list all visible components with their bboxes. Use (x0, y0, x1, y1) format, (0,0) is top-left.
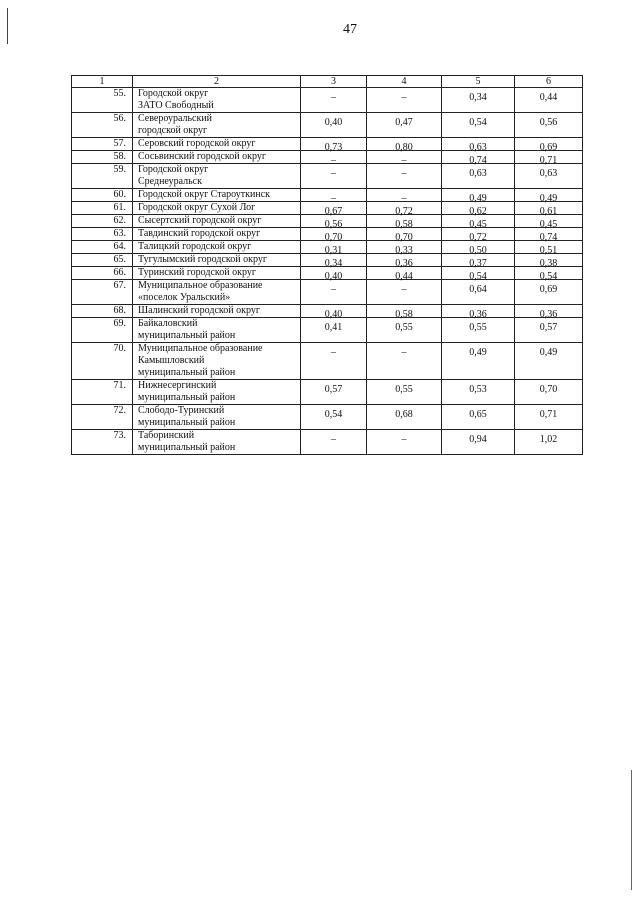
row-number: 70. (72, 343, 133, 380)
value-col6 (515, 405, 583, 430)
value-col4 (367, 113, 442, 138)
value-col5-text: 0,63 (469, 168, 487, 179)
value-col3 (301, 138, 367, 151)
table-row (72, 380, 583, 405)
value-col6-text: 0,56 (539, 117, 558, 128)
value-col5 (442, 113, 515, 138)
value-col3-text: 0,31 (324, 245, 343, 256)
row-number: 73. (72, 430, 133, 455)
value-col6-text: 0,44 (539, 92, 558, 103)
value-col5 (442, 405, 515, 430)
value-col3 (301, 380, 367, 405)
value-col4-text: – (401, 168, 407, 179)
value-col4-text: 0,44 (395, 271, 413, 282)
margin-mark-right (631, 770, 632, 890)
value-col6-text: 0,63 (539, 168, 558, 179)
value-col4 (367, 430, 442, 455)
value-col4-text: 0,72 (395, 206, 413, 217)
value-col3-text: – (331, 284, 336, 295)
value-col3-text: 0,54 (324, 409, 343, 420)
municipality-name: Слободо-Туринский муниципальный район (133, 405, 301, 430)
value-col4-text: 0,70 (395, 232, 413, 243)
row-number: 64. (72, 241, 133, 254)
value-col3 (301, 343, 367, 380)
municipality-name: Серовский городской округ (133, 138, 301, 151)
value-col4-text: – (401, 92, 407, 103)
municipality-name: Городской округ Староуткинск (133, 189, 301, 202)
value-col6-text: 0,36 (539, 309, 558, 320)
value-col4-text: – (401, 347, 407, 358)
municipality-name: Городской округ Сухой Лог (133, 202, 301, 215)
value-col3-text: – (331, 155, 336, 166)
value-col5-text: 0,65 (469, 409, 487, 420)
value-col5-text: 0,45 (469, 219, 487, 230)
value-col4 (367, 405, 442, 430)
value-col4-text: 0,80 (395, 142, 413, 153)
value-col6-text: 0,57 (539, 322, 558, 333)
value-col4 (367, 164, 442, 189)
value-col3 (301, 305, 367, 318)
value-col6-text: 0,54 (539, 271, 558, 282)
municipality-name: Нижнесергинский муниципальный район (133, 380, 301, 405)
value-col5-text: 0,54 (469, 117, 487, 128)
value-col3 (301, 113, 367, 138)
municipality-name: Байкаловский муниципальный район (133, 318, 301, 343)
value-col6-text: 0,71 (539, 409, 558, 420)
table-body (72, 88, 583, 455)
value-col3-text: – (331, 193, 336, 204)
value-col3 (301, 164, 367, 189)
municipality-name: Туринский городской округ (133, 267, 301, 280)
value-col6-text: 0,69 (539, 142, 558, 153)
row-number: 72. (72, 405, 133, 430)
value-col3 (301, 430, 367, 455)
value-col6-text: 0,49 (539, 193, 558, 204)
row-number: 71. (72, 380, 133, 405)
table-row (72, 318, 583, 343)
value-col6 (515, 430, 583, 455)
value-col3-text: 0,70 (324, 232, 343, 243)
municipality-name: Сысертский городской округ (133, 215, 301, 228)
value-col4-text: 0,36 (395, 258, 413, 269)
value-col5 (442, 280, 515, 305)
value-col4-text: – (401, 434, 407, 445)
value-col6 (515, 305, 583, 318)
value-col6-text: 0,51 (539, 245, 558, 256)
col-header-4: 4 (367, 76, 442, 88)
value-col5 (442, 343, 515, 380)
value-col5-text: 0,34 (469, 92, 487, 103)
value-col6-text: 0,61 (539, 206, 558, 217)
row-number: 59. (72, 164, 133, 189)
row-number: 69. (72, 318, 133, 343)
municipality-name: Талицкий городской округ (133, 241, 301, 254)
col-header-3: 3 (301, 76, 367, 88)
value-col4-text: – (401, 284, 407, 295)
value-col6-text: 0,71 (539, 155, 558, 166)
value-col3 (301, 318, 367, 343)
value-col3 (301, 280, 367, 305)
value-col5-text: 0,94 (469, 434, 487, 445)
value-col6-text: 0,45 (539, 219, 558, 230)
table-row (72, 305, 583, 318)
value-col3-text: – (331, 347, 336, 358)
row-number: 56. (72, 113, 133, 138)
municipality-name: Сосьвинский городской округ (133, 151, 301, 164)
value-col4 (367, 189, 442, 202)
row-number: 55. (72, 88, 133, 113)
table-row (72, 138, 583, 151)
value-col3-text: – (331, 168, 336, 179)
value-col4-text: 0,55 (395, 322, 413, 333)
value-col5 (442, 189, 515, 202)
value-col4-text: – (401, 155, 407, 166)
value-col6-text: 0,49 (539, 347, 558, 358)
row-number: 61. (72, 202, 133, 215)
value-col5-text: 0,54 (469, 271, 487, 282)
municipality-name: Шалинский городской округ (133, 305, 301, 318)
value-col3 (301, 405, 367, 430)
value-col3-text: – (331, 92, 336, 103)
table-row (72, 202, 583, 215)
table-row (72, 343, 583, 380)
value-col6 (515, 280, 583, 305)
value-col4-text: 0,58 (395, 309, 413, 320)
value-col6-text: 1,02 (539, 434, 558, 445)
municipality-name: Городской округ ЗАТО Свободный (133, 88, 301, 113)
value-col5-text: 0,64 (469, 284, 487, 295)
value-col3-text: 0,34 (324, 258, 343, 269)
municipality-name: Городской округ Среднеуральск (133, 164, 301, 189)
row-number: 63. (72, 228, 133, 241)
col-header-5: 5 (442, 76, 515, 88)
value-col4 (367, 88, 442, 113)
col-header-2: 2 (133, 76, 301, 88)
value-col4-text: 0,47 (395, 117, 413, 128)
value-col5 (442, 430, 515, 455)
municipality-name: Североуральский городской округ (133, 113, 301, 138)
municipality-name: Таборинский муниципальный район (133, 430, 301, 455)
value-col6 (515, 189, 583, 202)
value-col4 (367, 305, 442, 318)
col-header-1: 1 (72, 76, 133, 88)
value-col3-text: 0,57 (324, 384, 343, 395)
value-col3-text: 0,56 (324, 219, 343, 230)
value-col4-text: 0,55 (395, 384, 413, 395)
value-col4 (367, 280, 442, 305)
row-number: 58. (72, 151, 133, 164)
value-col6 (515, 88, 583, 113)
value-col4-text: 0,33 (395, 245, 413, 256)
value-col3-text: 0,67 (324, 206, 343, 217)
value-col4-text: – (401, 193, 407, 204)
value-col5 (442, 318, 515, 343)
table-row (72, 113, 583, 138)
table-row (72, 189, 583, 202)
row-number: 68. (72, 305, 133, 318)
row-number: 66. (72, 267, 133, 280)
value-col5-text: 0,74 (469, 155, 487, 166)
row-number: 65. (72, 254, 133, 267)
value-col6 (515, 318, 583, 343)
value-col5-text: 0,62 (469, 206, 487, 217)
value-col3-text: 0,40 (324, 271, 343, 282)
value-col5-text: 0,49 (469, 193, 487, 204)
value-col6-text: 0,69 (539, 284, 558, 295)
value-col5 (442, 88, 515, 113)
value-col4-text: 0,68 (395, 409, 413, 420)
table-row (72, 164, 583, 189)
value-col4-text: 0,58 (395, 219, 413, 230)
row-number: 67. (72, 280, 133, 305)
value-col4 (367, 343, 442, 380)
value-col6 (515, 380, 583, 405)
value-col5 (442, 305, 515, 318)
value-col3 (301, 189, 367, 202)
value-col5 (442, 164, 515, 189)
col-header-6: 6 (515, 76, 583, 88)
value-col5-text: 0,72 (469, 232, 487, 243)
municipality-name: Муниципальное образование Камышловский муниципальный район (133, 343, 301, 380)
value-col5-text: 0,53 (469, 384, 487, 395)
row-number: 62. (72, 215, 133, 228)
value-col6 (515, 113, 583, 138)
value-col6 (515, 164, 583, 189)
table-row (72, 405, 583, 430)
municipality-name: Тавдинский городской округ (133, 228, 301, 241)
row-number: 60. (72, 189, 133, 202)
value-col3-text: – (331, 434, 336, 445)
row-number: 57. (72, 138, 133, 151)
value-col4 (367, 380, 442, 405)
value-col5 (442, 380, 515, 405)
value-col5-text: 0,55 (469, 322, 487, 333)
value-col6 (515, 343, 583, 380)
value-col6 (515, 138, 583, 151)
value-col5-text: 0,49 (469, 347, 487, 358)
data-table (71, 75, 583, 455)
page-number: 47 (343, 22, 357, 37)
value-col5-text: 0,50 (469, 245, 487, 256)
value-col5-text: 0,36 (469, 309, 487, 320)
value-col3-text: 0,73 (324, 142, 343, 153)
municipality-name: Тугулымский городской округ (133, 254, 301, 267)
value-col5 (442, 138, 515, 151)
value-col5-text: 0,63 (469, 142, 487, 153)
value-col6-text: 0,70 (539, 384, 558, 395)
header-row (72, 76, 583, 88)
value-col6-text: 0,38 (539, 258, 558, 269)
table-row (72, 280, 583, 305)
value-col6-text: 0,74 (539, 232, 558, 243)
value-col3-text: 0,41 (324, 322, 343, 333)
value-col3-text: 0,40 (324, 117, 343, 128)
value-col3 (301, 88, 367, 113)
value-col4 (367, 138, 442, 151)
table-row (72, 88, 583, 113)
value-col5-text: 0,37 (469, 258, 487, 269)
table-row (72, 430, 583, 455)
value-col3-text: 0,40 (324, 309, 343, 320)
value-col4 (367, 318, 442, 343)
municipality-name: Муниципальное образование «поселок Уральский» (133, 280, 301, 305)
